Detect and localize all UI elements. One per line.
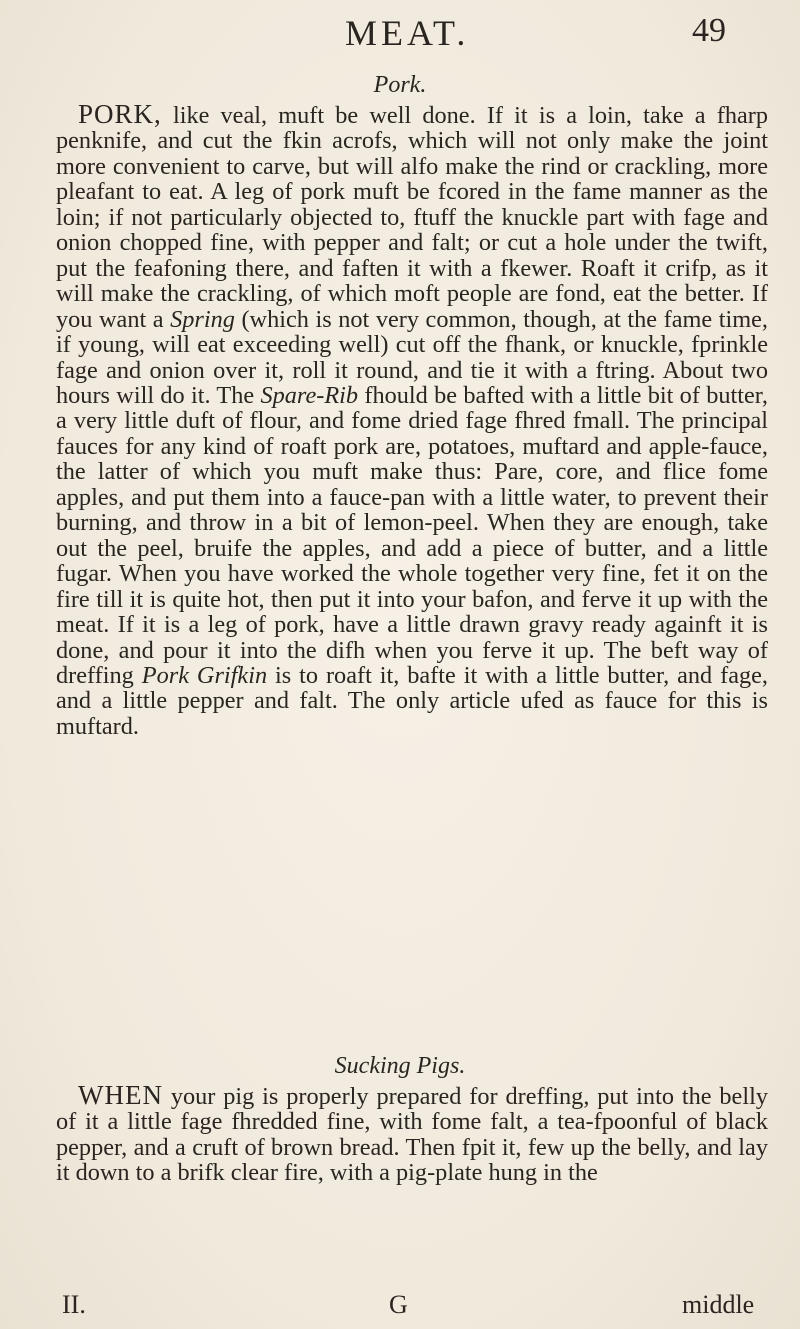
text-run: is to roaft it, bafte it with a little butter, and fage, and a little pepper and falt. The only article ufed as fauce for this is muftard. [56, 661, 769, 740]
italic-term: Spare-Rib [260, 381, 359, 409]
drop-word: WHEN [78, 1080, 163, 1110]
text-run: your pig is properly prepared for dreffing, put into the belly of it a little fage fhredded fine, with fome falt, a tea-fpoonful of black pepper, and a cruft of brown bread. Then fpit it, few up the belly, and lay it down to a brifk clear fire, with a pig-plate hung in the [56, 1083, 768, 1187]
page-number: 49 [692, 12, 726, 49]
text-run: fhould be bafted with a little bit of butter, a very little duft of flour, and fome dried fage fhred fmall. The principal fauces for any kind of roaft pork are, potatoes, muftard and apple-fauce, the latter of which you muft make thus: Pare, core, and flice fome apples, and put them into a fauce-pan with a little water, to prevent their burning, and throw in a bit of lemon-peel. When they are enough, take out the peel, bruife the apples, and add a piece of butter, and a little fugar. When you have worked the whole together very fine, fet it on the fire till it is quite hot, then put it into your bafon, and ferve it up with the meat. If it is a leg of pork, have a little drawn gravy ready againft it is done, and pour it into the difh when you ferve it up. The beft way of dreffing [56, 381, 768, 689]
text-run: (which is not very common, though, at the fame time, if young, will eat exceeding well) cut off the fhank, or knuckle, fprinkle fage and onion over it, roll it round, and tie it with a ftring. About two hours will do it. The [56, 305, 768, 409]
signature-letter: G [389, 1290, 408, 1319]
paragraph [56, 99, 769, 740]
running-head-title: MEAT. [345, 13, 470, 53]
section-title-sucking-pigs: Sucking Pigs. [334, 1053, 466, 1079]
paragraph [56, 1080, 768, 1187]
signature-mark: II. [62, 1290, 86, 1319]
page-footer [0, 1290, 800, 1324]
section-body-sucking-pigs [56, 1080, 768, 1187]
section-body-pork [56, 99, 769, 740]
section-title-pork: Pork. [373, 72, 427, 98]
italic-term: Spring [170, 305, 235, 333]
drop-word: PORK, [78, 99, 162, 129]
catchword: middle [682, 1290, 755, 1319]
running-head [0, 10, 800, 56]
text-run: like veal, muft be well done. If it is a loin, take a fharp penknife, and cut the fkin acrofs, which will not only make the joint more convenient to carve, but will alfo make the rind or crackling, more pleafant to eat. A leg of pork muft be fcored in the fame manner as the loin; if not particularly objected to, ftuff the knuckle part with fage and onion chopped fine, with pepper and falt; or cut a hole under the twift, put the feafoning there, and faften it with a fkewer. Roaft it crifp, as it will make the crackling, of which moft people are fond, eat the better. If you want a [56, 102, 768, 333]
italic-term: Pork Grifkin [141, 661, 268, 689]
